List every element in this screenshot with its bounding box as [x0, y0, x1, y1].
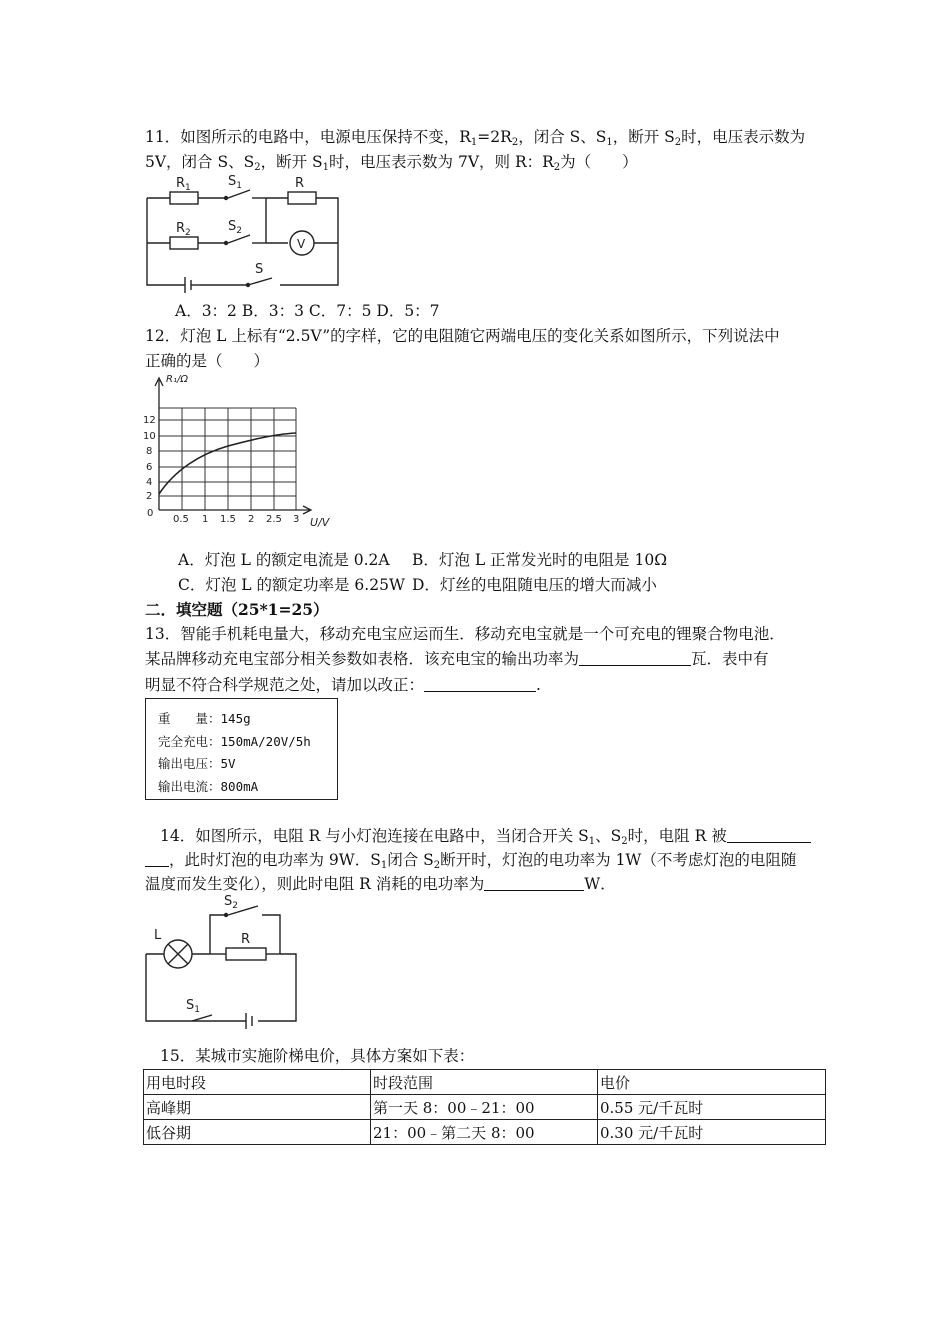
- q12-option-c: C．灯泡 L 的额定功率是 6.25W: [178, 576, 405, 594]
- y-tick: 12: [143, 415, 156, 426]
- q14-circuit-diagram: [140, 893, 305, 1028]
- q11-circuit-diagram: [140, 170, 350, 300]
- q15-price-table: [143, 1069, 826, 1145]
- x-axis-label: U/V: [310, 516, 330, 529]
- s-label: S: [255, 262, 264, 277]
- s1-switch: [228, 190, 250, 198]
- s1-label: $S_1$: [228, 174, 242, 191]
- x-tick: 3: [293, 514, 300, 525]
- y-tick: 10: [143, 431, 156, 442]
- q12-option-a: A．灯泡 L 的额定电流是 0.2A: [178, 551, 390, 569]
- q14-line2: ，此时灯泡的电功率为 9W．$S_1$闭合 $S_2$断开时，灯泡的电功率为 1W（不考虑灯泡的电阻随: [145, 850, 796, 876]
- s2-label: $S_2$: [228, 219, 242, 236]
- r2-resistor: [170, 237, 198, 249]
- y-tick: 2: [146, 491, 153, 502]
- r-label: R: [241, 932, 251, 947]
- param-row: 完全充电：150mA/20V/5h: [158, 734, 311, 749]
- table-row: [144, 1120, 826, 1145]
- table-row: [144, 1095, 826, 1120]
- table-cell: 高峰期: [144, 1095, 371, 1120]
- y-tick: 4: [146, 477, 153, 488]
- q14-blank-1-cont[interactable]: [145, 851, 169, 867]
- s1-label: $S_1$: [186, 998, 200, 1015]
- table-header-cell: 电价: [598, 1070, 826, 1095]
- x-tick: 1.5: [220, 514, 236, 525]
- q11-line2: 5V，闭合 S、$S_2$，断开 $S_1$时，电压表示数为 7V，则 R：$R_2$为（ ）: [145, 153, 638, 173]
- q12-option-d: D．灯丝的电阻随电压的增大而减小: [412, 576, 657, 594]
- q14-blank-2[interactable]: [484, 875, 584, 891]
- x-tick: 1: [202, 514, 209, 525]
- y-tick: 6: [146, 462, 153, 473]
- q12-option-b: B．灯泡 L 正常发光时的电阻是 10Ω: [412, 551, 668, 569]
- r-resistor: [226, 948, 266, 960]
- q12-line1: 12．灯泡 L 上标有“2.5V”的字样，它的电阻随它两端电压的变化关系如图所示，下列说法中: [145, 327, 780, 345]
- q13-line2: 某品牌移动充电宝部分相关参数如表格．该充电宝的输出功率为 瓦．表中有: [145, 650, 769, 668]
- q11-line1: 11．如图所示的电路中，电源电压保持不变，$R_1=2R_2$，闭合 S、$S_1$，断开 $S_2$时，电压表示数为: [145, 128, 806, 148]
- q13-blank-1[interactable]: [579, 650, 691, 666]
- q14-line1: 14．如图所示，电阻 R 与小灯泡连接在电路中，当闭合开关 $S_1$、$S_2$时，电阻 R 被: [160, 826, 811, 852]
- origin-label: 0: [147, 508, 154, 519]
- s1-switch: [192, 1015, 212, 1021]
- q14-line3: 温度而发生变化），则此时电阻 R 消耗的电功率为 W．: [145, 875, 616, 893]
- table-cell: 第一天 8：00﹣21：00: [371, 1095, 598, 1120]
- s-switch: [248, 278, 272, 285]
- s2-label: $S_2$: [224, 894, 238, 911]
- r1-resistor: [170, 192, 198, 204]
- table-cell: 0.30 元/千瓦时: [598, 1120, 826, 1145]
- q13-param-table: [145, 698, 338, 800]
- y-axis-label: R₁/Ω: [166, 374, 188, 385]
- q13-blank-2[interactable]: [424, 676, 536, 692]
- table-cell: 低谷期: [144, 1120, 371, 1145]
- q11-options: A．3：2 B．3：3 C．7：5 D．5：7: [175, 302, 440, 320]
- x-tick: 2.5: [266, 514, 282, 525]
- param-row: 重 量：145g: [158, 711, 251, 726]
- q13-line1: 13．智能手机耗电量大，移动充电宝应运而生．移动充电宝就是一个可充电的锂聚合物电池．: [145, 625, 785, 643]
- r1-label: $R_1$: [176, 176, 191, 193]
- param-row: 输出电压：5V: [158, 756, 236, 771]
- table-cell: 21：00﹣第二天 8：00: [371, 1120, 598, 1145]
- x-tick: 2: [248, 514, 255, 525]
- param-row: 输出电流：800mA: [158, 779, 259, 794]
- section-2-heading: 二．填空题（25*1=25）: [145, 600, 329, 619]
- table-header-cell: 用电时段: [144, 1070, 371, 1095]
- table-header-cell: 时段范围: [371, 1070, 598, 1095]
- table-header-row: [144, 1070, 826, 1095]
- voltmeter-label: V: [297, 237, 306, 251]
- r2-label: $R_2$: [176, 221, 191, 238]
- s2-switch: [228, 235, 250, 243]
- q14-blank-1[interactable]: [727, 827, 811, 843]
- y-tick: 8: [146, 446, 153, 457]
- q15-line1: 15．某城市实施阶梯电价，具体方案如下表：: [160, 1047, 475, 1065]
- table-cell: 0.55 元/千瓦时: [598, 1095, 826, 1120]
- q12-line2: 正确的是（ ）: [145, 352, 270, 370]
- x-tick: 0.5: [173, 514, 189, 525]
- r-resistor: [288, 192, 316, 204]
- lamp-label: L: [154, 928, 162, 943]
- q12-graph: [140, 370, 340, 532]
- q13-line3: 明显不符合科学规范之处，请加以改正： .: [145, 676, 541, 694]
- r-label: R: [295, 176, 305, 191]
